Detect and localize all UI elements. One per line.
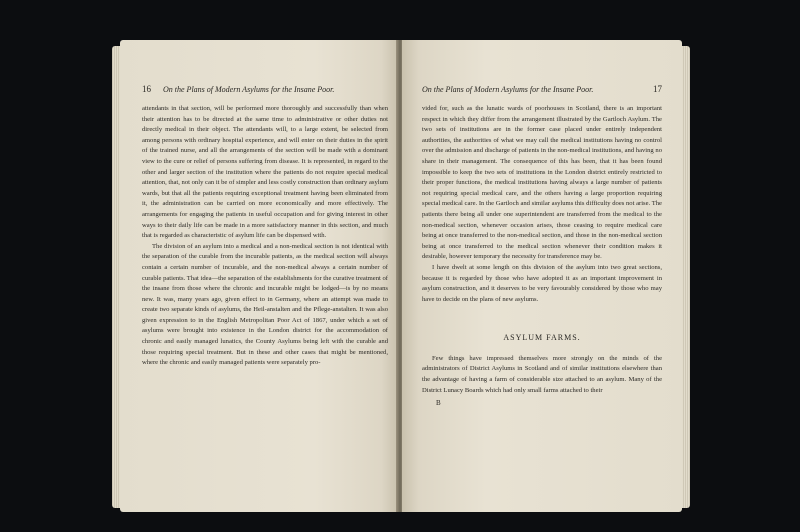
right-page-text: [422, 104, 662, 409]
left-page: [120, 40, 398, 512]
right-paragraph-2: I have dwelt at some length on this division of the asylum into two great sections, because it is regarded by those who have adopted it as an important improvement in asylum construction, and it deserves to be very favourably considered by those who may have to decide on the plans of new asylums.: [422, 263, 662, 303]
left-page-text: [142, 104, 388, 369]
left-running-title: On the Plans of Modern Asylums for the Insane Poor.: [163, 84, 335, 94]
left-paragraph-1: attendants in that section, will be performed more thoroughly and successfully than when their attention has to be directed at the same time to administrative or other duties not directly medical in their object. The attendants will, to a large extent, be selected from among persons with ordinary hospital experience, and will enter on their duties in the spirit of the trained nurse, and all the arrangements of the section will be made with a dominant view to the cure or relief of persons suffering from disease. It is represented, in regard to the other and larger section of the institution where the patients do not require special medical attention, that, not only can it be of simpler and less costly construction than ordinary asylum wards, but that all the patients requiring exceptional treatment having been eliminated from it, the administration can be carried on more economically and more effectively. The arrangements for engaging the patients in useful occupation and for giving interest in other ways to their daily life can be made in a more satisfactory manner in this section, and much that is regarded as characteristic of asylum life can be dispensed with.: [142, 105, 388, 240]
right-running-head: [422, 84, 662, 94]
left-running-head: [142, 84, 382, 94]
right-paragraph-1: vided for, such as the lunatic wards of poorhouses in Scotland, there is an important respect in which they differ from the arrangement illustrated by the Gartloch Asylum. The two sets of institutions are in the former case placed under entirely independent authorities, the authorities of what we may call the medical institutions having no control over the admission and discharge of patients in the non-medical institutions, and having no share in their management. The consequence of this has been, that it has been found impossible to keep the two sets of institutions in the London district entirely restricted to their proper functions, the medical institutions having always a large number of patients not requiring special medical care, and the others having a large proportion requiring special medical care. In the Gartloch and similar asylums this difficulty does not arise. The patients there being all under one superintendent are transferred from the medical to the non-medical section, whenever occasion arises, those ceasing to require medical care being at once transferred to the non-medical section, and those in the non-medical section being at once transferred to the medical section whenever their condition makes it desirable, however temporary the necessity for transference may be.: [422, 105, 662, 261]
left-page-number: 16: [142, 84, 151, 94]
right-page-number: 17: [653, 84, 662, 94]
left-paragraph-2: The division of an asylum into a medical and a non-medical section is not identical with the separation of the curable from the incurable patients, as the medical section will always contain a certain number of incurable, and the non-medical always a certain number of curable patients. That idea—the separation of the establishments for the curative treatment of the insane from those where the chronic and incurable might be lodged—is by no means new. It was, many years ago, given effect to in Germany, where an attempt was made to create two separate kinds of asylums, the Heil-anstalten and the Pflege-anstalten. It was also given expression to in the English Metropolitan Poor Act of 1867, under which a set of asylums were brought into existence in the London district for the accommodation of chronic and easily managed lunatics, the County Asylums being left with the curable and those requiring special treatment. But in these and other cases that might be mentioned, where the chronic and easily managed patients were separately pro-: [142, 242, 388, 367]
section-heading: ASYLUM FARMS.: [503, 333, 581, 343]
right-paragraph-3: Few things have impressed themselves more strongly on the minds of the administrators of District Asylums in Scotland and of similar institutions elsewhere than the advantage of having a farm of considerable size attached to an asylum. Many of the District Lunacy Boards which had only small farms attached to their: [422, 354, 662, 394]
right-page: [402, 40, 682, 512]
right-running-title: On the Plans of Modern Asylums for the Insane Poor.: [422, 84, 594, 94]
signature-mark: B: [436, 399, 441, 408]
open-book: [112, 40, 690, 512]
